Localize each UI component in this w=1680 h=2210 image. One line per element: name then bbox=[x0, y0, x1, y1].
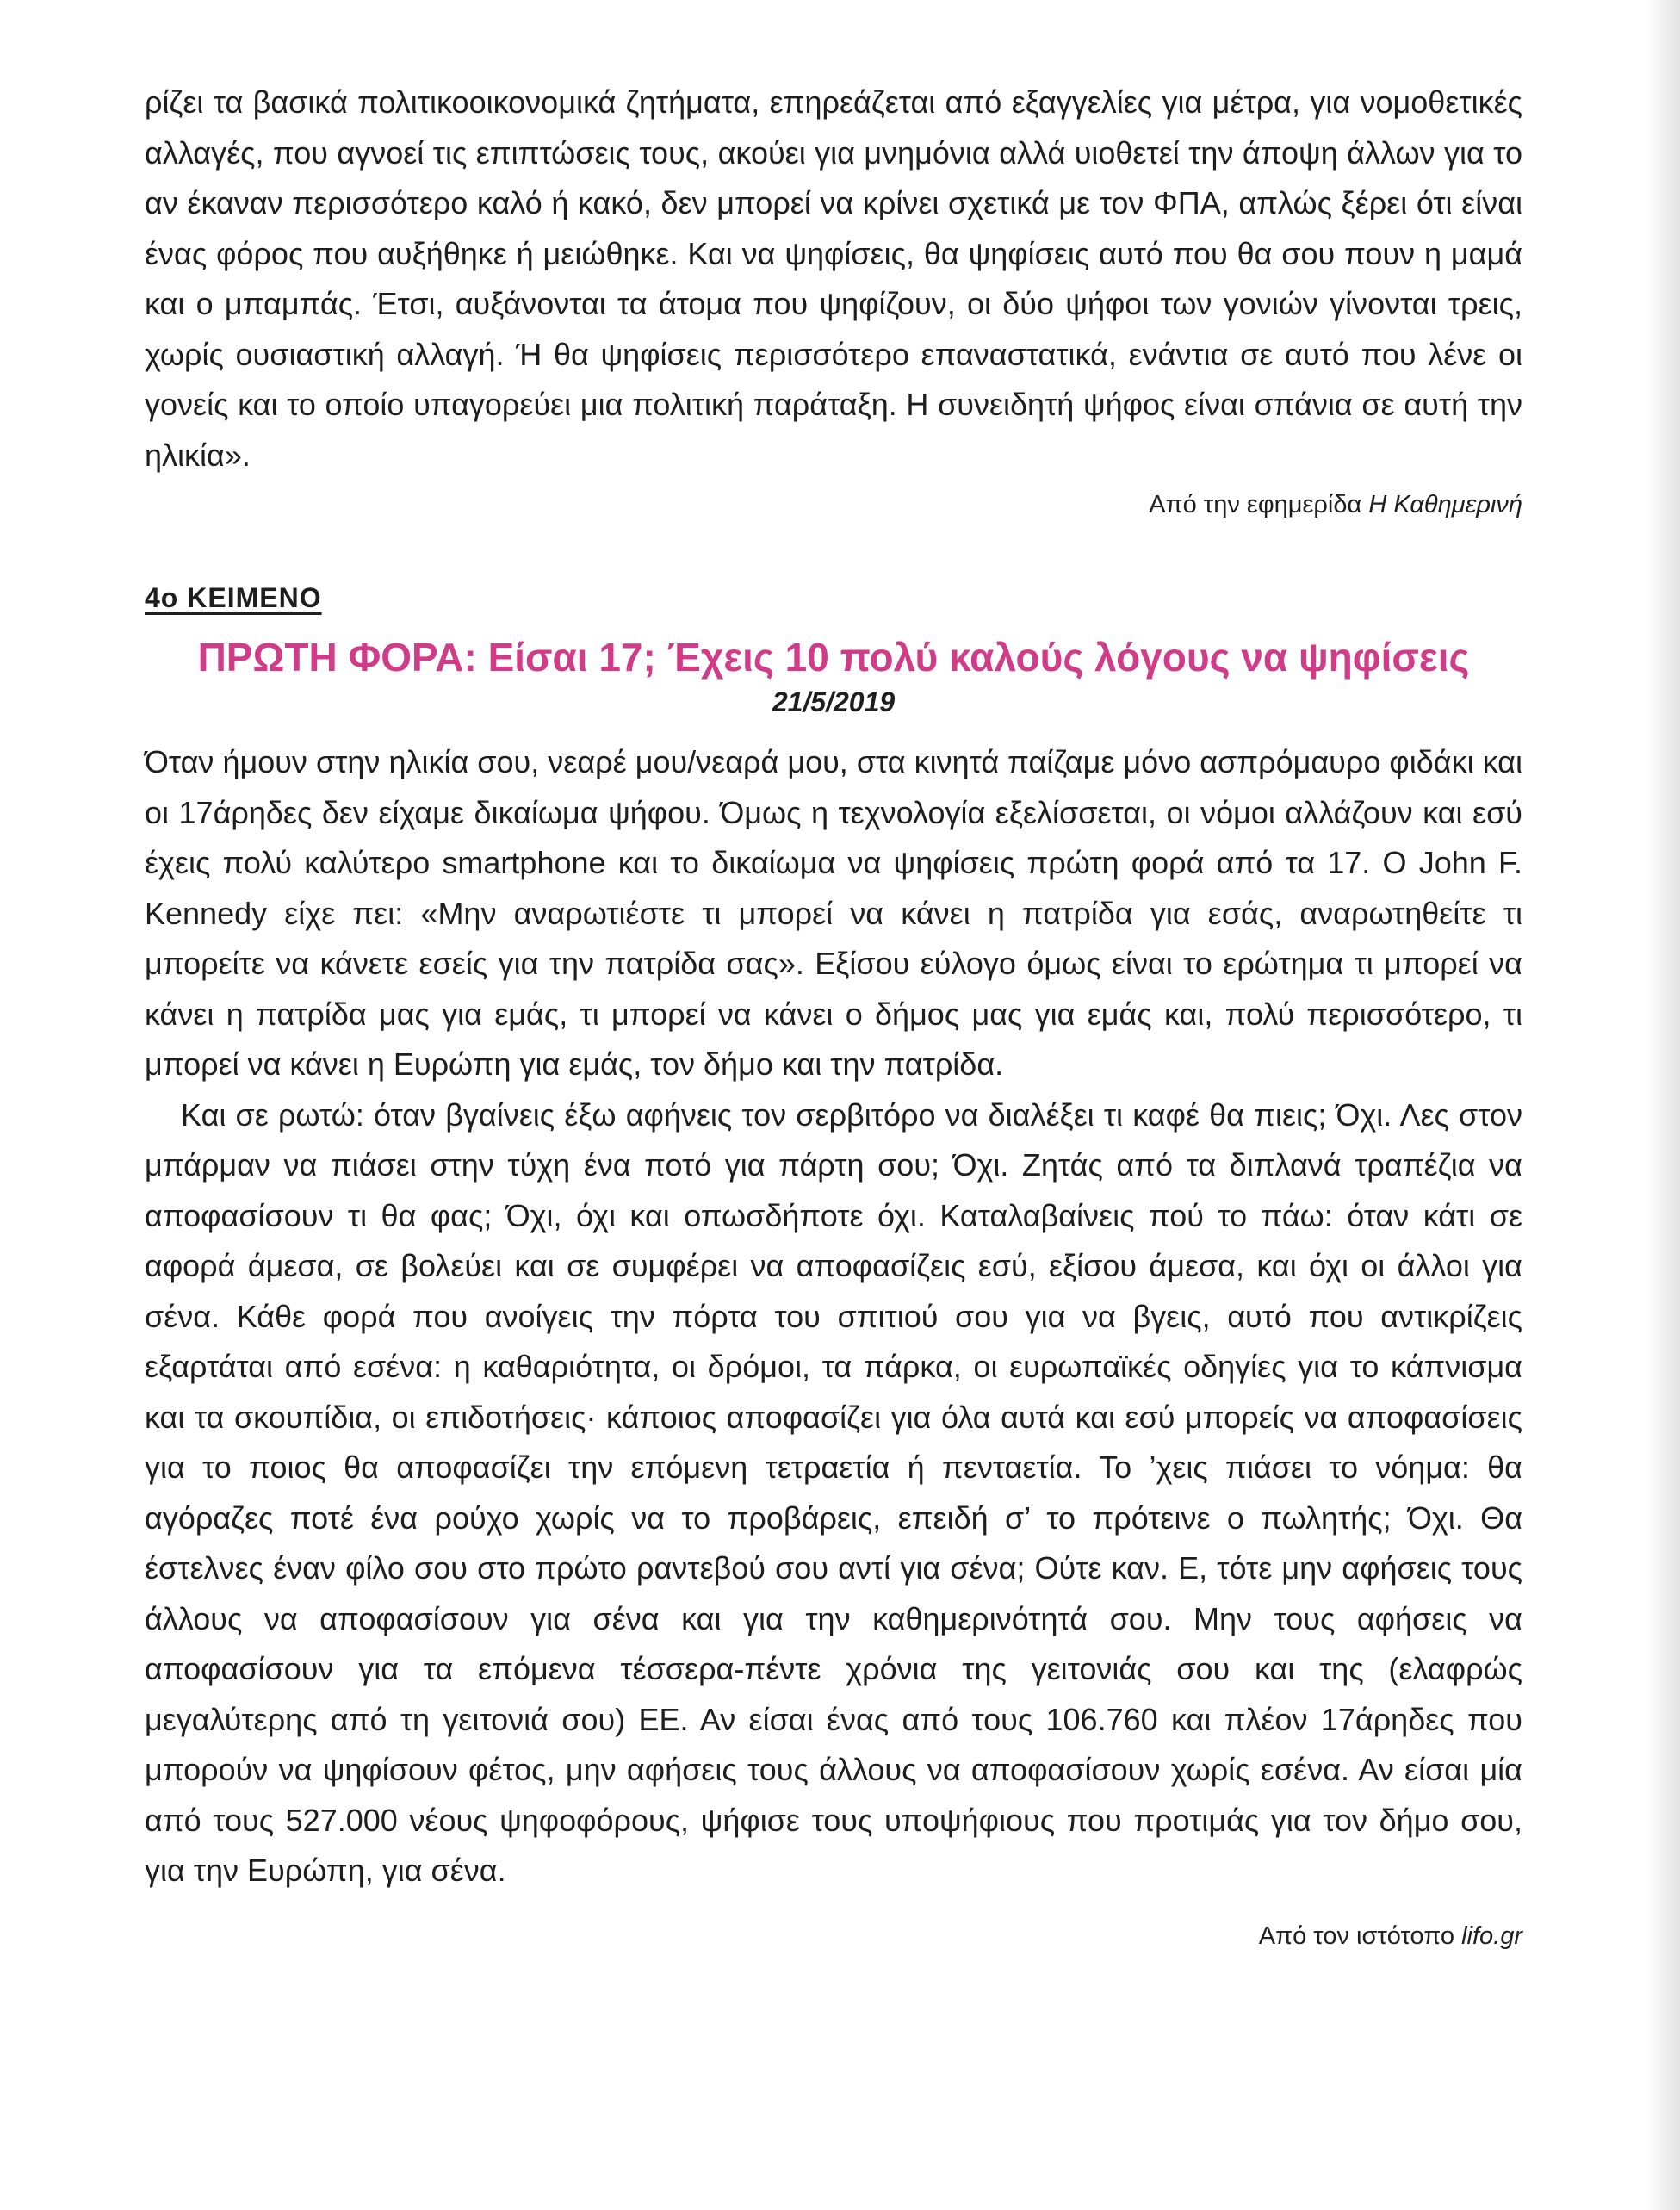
document-page bbox=[145, 78, 1522, 1953]
text3-source bbox=[145, 487, 1522, 522]
article-date: 21/5/2019 bbox=[772, 686, 896, 717]
text4-source bbox=[145, 1919, 1522, 1953]
text4-source-name: lifo.gr bbox=[1461, 1921, 1522, 1950]
text3-continued-paragraph: ρίζει τα βασικά πολιτικοοικονομικά ζητήματα, επηρεάζεται από εξαγγελίες για μέτρα, για νομοθετικές αλλαγές, που αγνοεί τις επιπτώσεις τους, ακούει για μνημόνια αλλά υιοθετεί την άποψη άλλων για το αν έκαναν περισσότερο καλό ή κακό, δεν μπορεί να κρίνει σχετικά με τον ΦΠΑ, απλώς ξέρει ότι είναι ένας φόρος που αυξήθηκε ή μειώθηκε. Και να ψηφίσεις, θα ψηφίσεις αυτό που θα σου πουν η μαμά και ο μπαμπάς. Έτσι, αυξάνονται τα άτομα που ψηφίζουν, οι δύο ψήφοι των γονιών γίνονται τρεις, χωρίς ουσιαστική αλλαγή. Ή θα ψηφίσεις περισσότερο επαναστατικά, ενάντια σε αυτό που λένε οι γονείς και το οποίο υπαγορεύει μια πολιτική παράταξη. Η συνειδητή ψήφος είναι σπάνια σε αυτή την ηλικία». bbox=[145, 84, 1522, 473]
article-paragraph-2: Και σε ρωτώ: όταν βγαίνεις έξω αφήνεις τον σερβιτόρο να διαλέξει τι καφέ θα πιεις; Όχι. Λες στον μπάρμαν να πιάσει στην τύχη ένα ποτό για πάρτη σου; Όχι. Ζητάς από τα διπλανά τραπέζια να αποφασίσουν τι θα φας; Όχι, όχι και οπωσδήποτε όχι. Καταλαβαίνεις πού το πάω: όταν κάτι σε αφορά άμεσα, σε βολεύει και σε συμφέρει να αποφασίζεις εσύ, εξίσου άμεσα, και όχι οι άλλοι για σένα. Κάθε φορά που ανοίγεις την πόρτα του σπιτιού σου για να βγεις, αυτό που αντικρίζεις εξαρτάται από εσένα: η καθαριότητα, οι δρόμοι, τα πάρκα, οι ευρωπαϊκές οδηγίες για το κάπνισμα και τα σκουπίδια, οι επιδοτήσεις· κάποιος αποφασίζει για όλα αυτά και εσύ μπορείς να αποφασίσεις για το ποιος θα αποφασίζει την επόμενη τετραετία ή πενταετία. Το ’χεις πιάσει το νόημα: θα αγόραζες ποτέ ένα ρούχο χωρίς να το προβάρεις, επειδή σ’ το πρότεινε ο πωλητής; Όχι. Θα έστελνες έναν φίλο σου στο πρώτο ραντεβού σου αντί για σένα; Ούτε καν. Ε, τότε μην αφήσεις τους άλλους να αποφασίσουν για σένα και για την καθημερινότητά σου. Μην τους αφήσεις να αποφασίσουν για τα επόμενα τέσσερα-πέντε χρόνια της γειτονιάς σου και της (ελαφρώς μεγαλύτερης από τη γειτονιά σου) ΕΕ. Αν είσαι ένας από τους 106.760 και πλέον 17άρηδες που μπορούν να ψηφίσουν φέτος, μην αφήσεις τους άλλους να αποφασίσουν χωρίς εσένα. Αν είσαι μία από τους 527.000 νέους ψηφοφόρους, ψήφισε τους υποψήφιους που προτιμάς για τον δήμο σου, για την Ευρώπη, για σένα. bbox=[145, 1096, 1522, 1888]
page-edge-shadow bbox=[1646, 0, 1680, 2210]
article-paragraph-1: Όταν ήμουν στην ηλικία σου, νεαρέ μου/νεαρά μου, στα κινητά παίζαμε μόνο ασπρόμαυρο φιδάκι και οι 17άρηδες δεν είχαμε δικαίωμα ψήφου. Όμως η τεχνολογία εξελίσσεται, οι νόμοι αλλάζουν και εσύ έχεις πολύ καλύτερο smartphone και το δικαίωμα να ψηφίσεις πρώτη φορά από τα 17. Ο John F. Kennedy είχε πει: «Μην αναρωτιέστε τι μπορεί να κάνει η πατρίδα για εσάς, αναρωτηθείτε τι μπορείτε να κάνετε εσείς για την πατρίδα σας». Εξίσου εύλογο όμως είναι το ερώτημα τι μπορεί να κάνει η πατρίδα μας για εμάς, τι μπορεί να κάνει ο δήμος μας για εμάς και, πολύ περισσότερο, τι μπορεί να κάνει η Ευρώπη για εμάς, τον δήμο και την πατρίδα. bbox=[145, 744, 1522, 1082]
text3-source-prefix: Από την εφημερίδα bbox=[1149, 491, 1362, 518]
section-label-text4: 4ο ΚΕΙΜΕΝΟ bbox=[145, 582, 322, 613]
article-headline: ΠΡΩΤΗ ΦΟΡΑ: Είσαι 17; Έχεις 10 πολύ καλούς λόγους να ψηφίσεις bbox=[197, 635, 1470, 680]
text3-source-name: Η Καθημερινή bbox=[1368, 491, 1522, 518]
text4-source-prefix: Από τον ιστότοπο bbox=[1258, 1921, 1455, 1950]
